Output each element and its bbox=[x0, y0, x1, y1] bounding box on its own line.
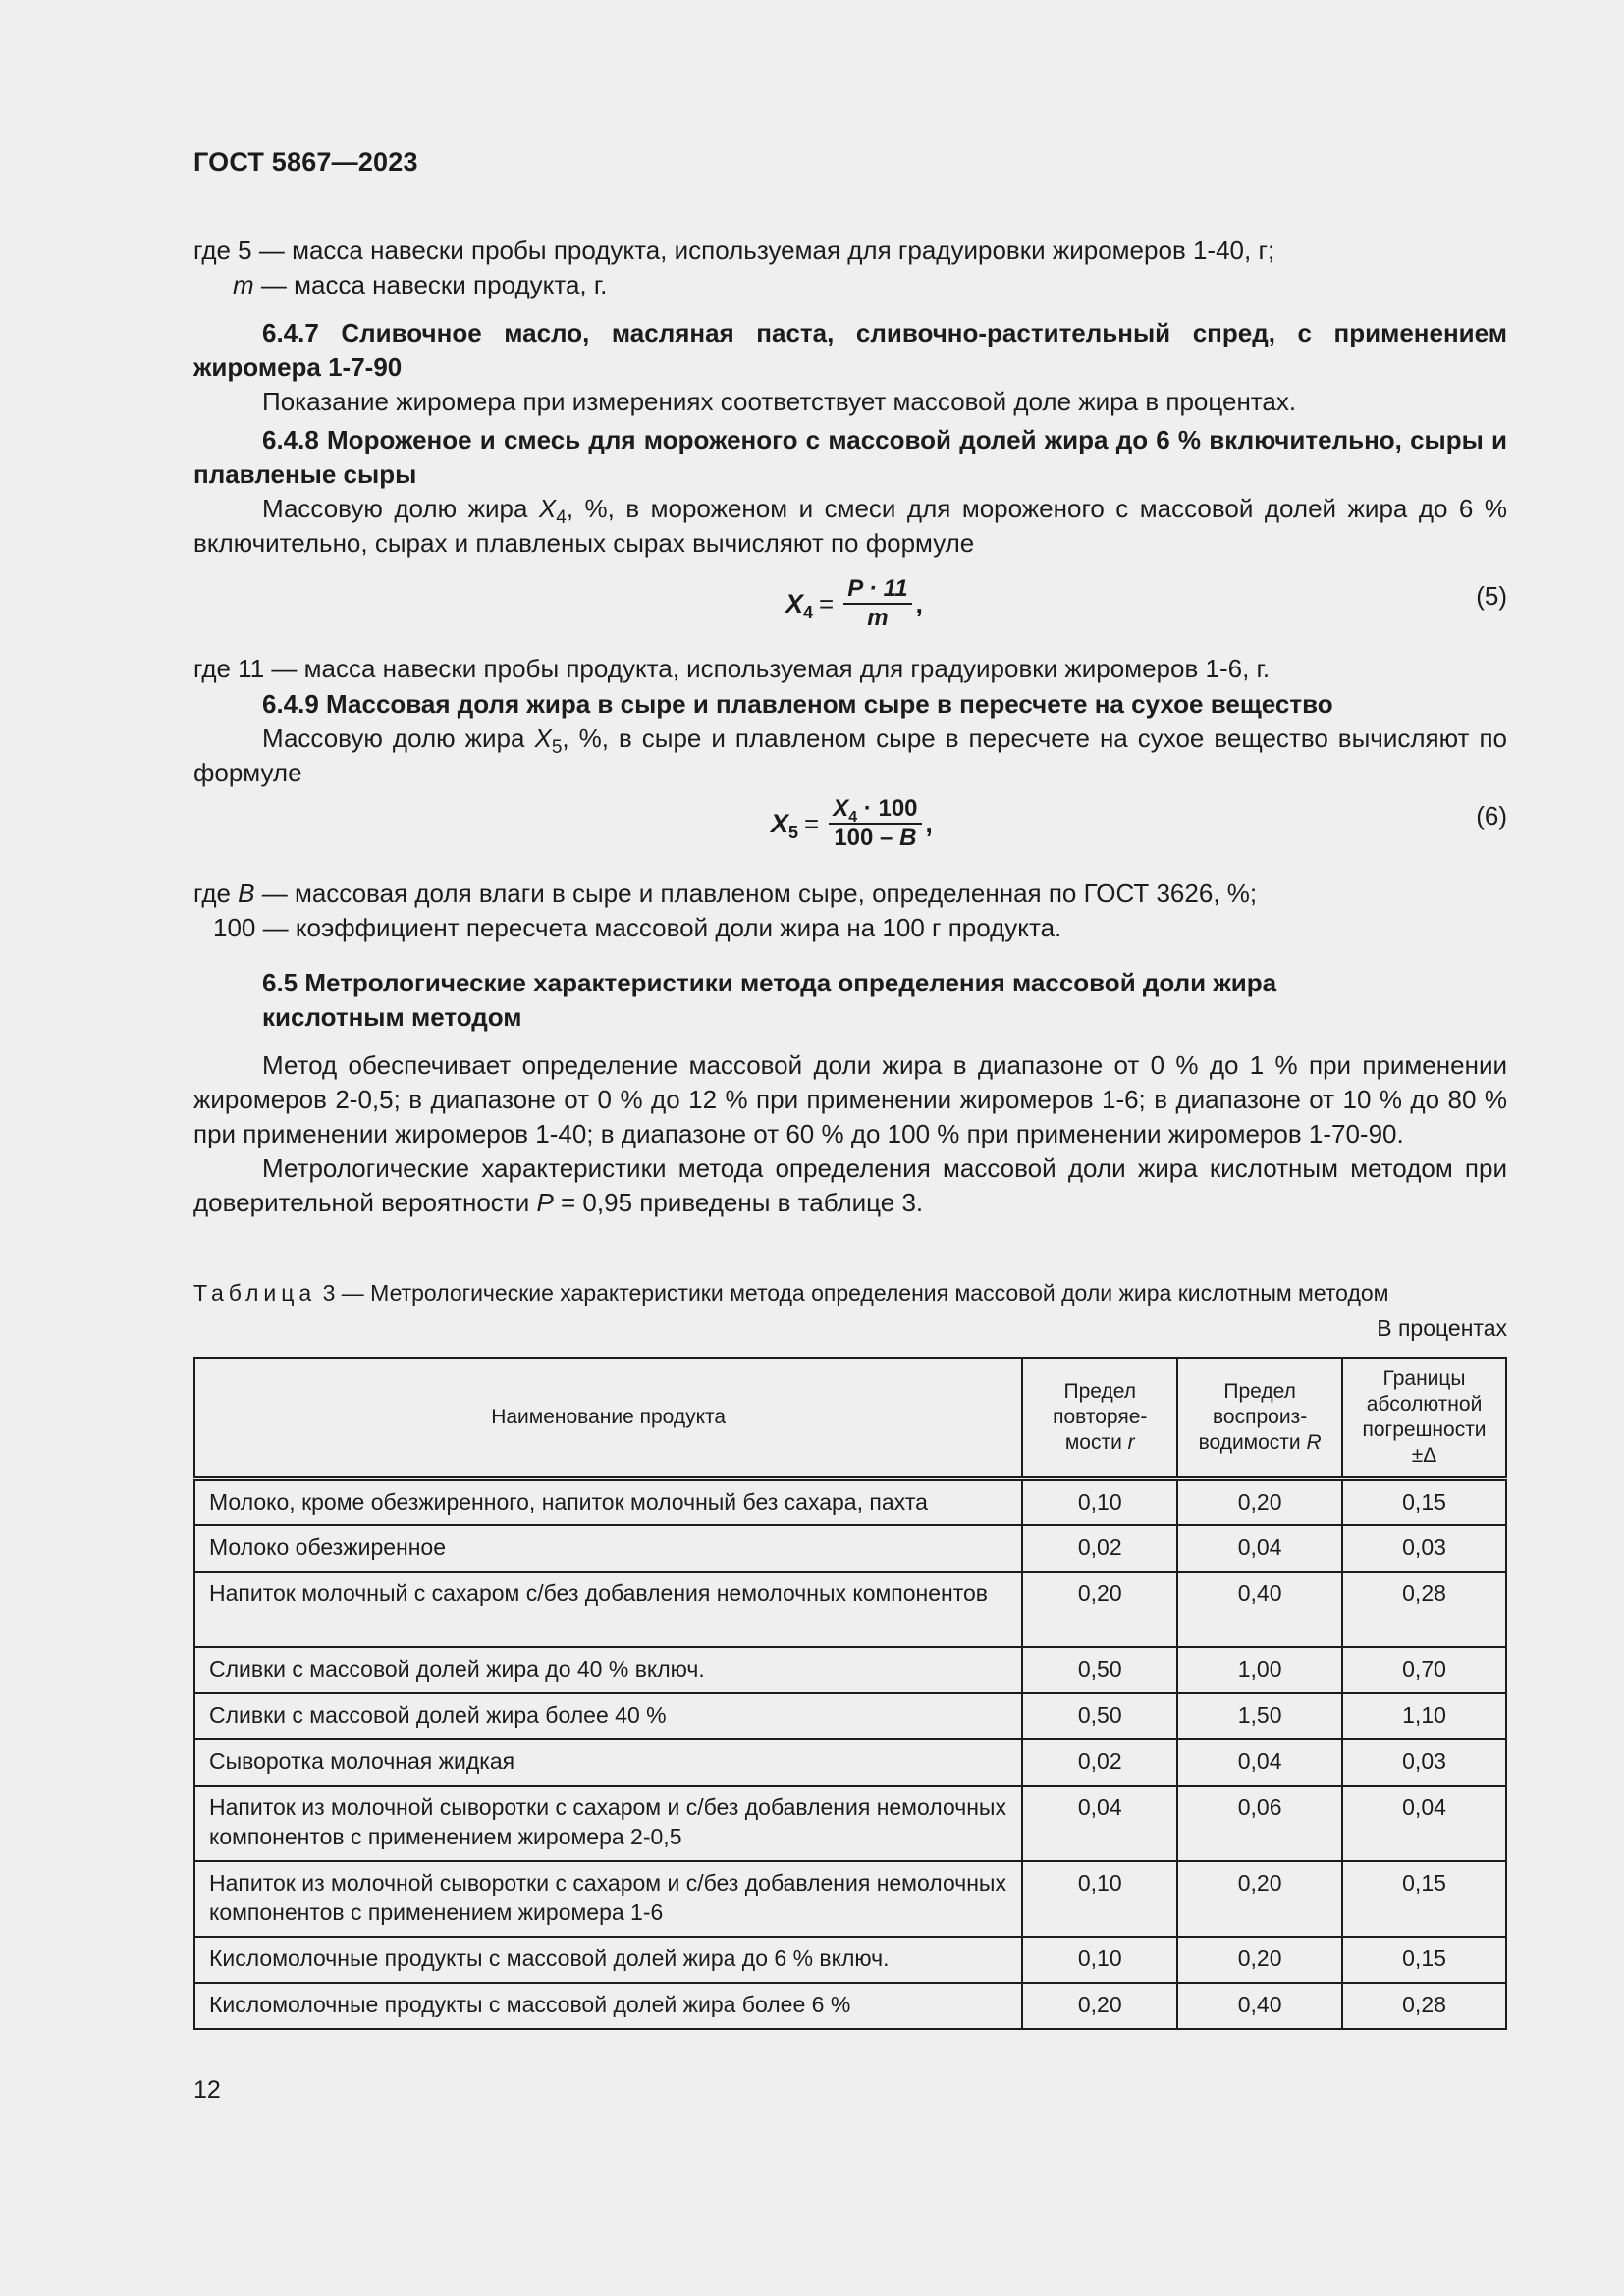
formula-body bbox=[771, 795, 933, 852]
paragraph: Метрологические характеристики метода определения массовой доли жира кислотным методом при доверительной вероятности P = 0,95 приведены в таблице 3. bbox=[193, 1153, 1507, 1217]
cell-reproducibility: 0,20 bbox=[1177, 1937, 1342, 1983]
formula-5 bbox=[193, 575, 1507, 644]
cell-error-bounds: 0,03 bbox=[1342, 1739, 1506, 1786]
cell-repeatability: 0,10 bbox=[1022, 1937, 1177, 1983]
section-title: 6.4.9 Массовая доля жира в сыре и плавленом сыре в пересчете на сухое вещество bbox=[262, 689, 1333, 719]
cell-repeatability: 0,10 bbox=[1022, 1861, 1177, 1937]
subscript: 5 bbox=[551, 737, 563, 758]
formula-body bbox=[785, 575, 923, 632]
where-line bbox=[193, 268, 1507, 302]
cell-reproducibility: 0,06 bbox=[1177, 1786, 1342, 1861]
cell-product-name: Кисломолочные продукты с массовой долей жира до 6 % включ. bbox=[194, 1937, 1022, 1983]
header-error-bounds: Границы абсолютной погрешности ±Δ bbox=[1342, 1358, 1506, 1479]
cell-reproducibility: 0,04 bbox=[1177, 1739, 1342, 1786]
cell-reproducibility: 0,40 bbox=[1177, 1572, 1342, 1647]
cell-product-name: Сливки с массовой долей жира до 40 % включ. bbox=[194, 1647, 1022, 1693]
formula-lhs: $X_4$ bbox=[785, 588, 814, 622]
cell-repeatability: 0,50 bbox=[1022, 1647, 1177, 1693]
cell-repeatability: 0,02 bbox=[1022, 1739, 1177, 1786]
table-caption bbox=[193, 1276, 1388, 1310]
fraction bbox=[829, 795, 921, 852]
table-row bbox=[194, 1983, 1506, 2029]
where-line: где 5 — масса навески пробы продукта, используемая для градуировки жиромеров 1-40, г; bbox=[193, 236, 1275, 265]
section-6-4-9 bbox=[193, 687, 1507, 790]
fraction bbox=[843, 575, 911, 632]
text: Массовую долю жира bbox=[262, 494, 539, 523]
table-row bbox=[194, 1693, 1506, 1739]
table-row bbox=[194, 1739, 1506, 1786]
cell-repeatability: 0,04 bbox=[1022, 1786, 1177, 1861]
denominator: 100 – B bbox=[834, 825, 917, 851]
where-line: где B — массовая доля влаги в сыре и плавленом сыре, определенная по ГОСТ 3626, %; bbox=[193, 879, 1258, 908]
variable: B bbox=[238, 879, 255, 908]
table-header-row bbox=[194, 1358, 1506, 1479]
cell-error-bounds: 0,28 bbox=[1342, 1983, 1506, 2029]
cell-error-bounds: 0,28 bbox=[1342, 1572, 1506, 1647]
equals-sign: = bbox=[804, 808, 820, 838]
formula-number: (5) bbox=[1476, 581, 1507, 611]
cell-product-name: Молоко обезжиренное bbox=[194, 1525, 1022, 1572]
cell-repeatability: 0,20 bbox=[1022, 1572, 1177, 1647]
paragraph bbox=[193, 721, 1507, 790]
text: , %, в мороженом и смеси для мороженого с массовой долей жира до 6 % включительно, сырах и плавленых сырах вычисляют по формуле bbox=[193, 494, 1507, 558]
variable: m bbox=[233, 270, 254, 299]
caption-text: 3 — Метрологические характеристики метода определения массовой доли жира кислотным методом bbox=[316, 1280, 1389, 1306]
section-6-5-body bbox=[193, 1048, 1507, 1220]
variable: X bbox=[538, 494, 557, 523]
text: — масса навески продукта, г. bbox=[253, 270, 608, 299]
table-row bbox=[194, 1572, 1506, 1647]
text: , %, в сыре и плавленом сыре в пересчете на сухое вещество вычисляют по формуле bbox=[193, 723, 1507, 787]
subscript: 4 bbox=[556, 507, 567, 528]
cell-product-name: Напиток из молочной сыворотки с сахаром и с/без добавления немолочных компонентов с применением жиромера 1-6 bbox=[194, 1861, 1022, 1937]
cell-repeatability: 0,02 bbox=[1022, 1525, 1177, 1572]
cell-reproducibility: 0,20 bbox=[1177, 1861, 1342, 1937]
cell-product-name: Сливки с массовой долей жира более 40 % bbox=[194, 1693, 1022, 1739]
comma: , bbox=[925, 808, 933, 838]
cell-reproducibility: 1,50 bbox=[1177, 1693, 1342, 1739]
table-row bbox=[194, 1786, 1506, 1861]
document-header: ГОСТ 5867—2023 bbox=[193, 147, 418, 177]
numerator: P · 11 bbox=[843, 575, 911, 605]
where-block-1 bbox=[193, 234, 1507, 302]
section-title: 6.4.7 Сливочное масло, масляная паста, сливочно-растительный спред, с применением жиромера 1-7-90 bbox=[193, 318, 1507, 382]
text: Массовую долю жира bbox=[262, 723, 535, 753]
header-reproducibility: Предел воспроизводимости R bbox=[1177, 1358, 1342, 1479]
cell-reproducibility: 0,40 bbox=[1177, 1983, 1342, 2029]
cell-product-name: Кисломолочные продукты с массовой долей жира более 6 % bbox=[194, 1983, 1022, 2029]
table-units: В процентах bbox=[1377, 1315, 1507, 1341]
section-title-line: 6.5 Метрологические характеристики метода определения массовой доли жира bbox=[262, 968, 1277, 997]
denominator: m bbox=[867, 605, 889, 631]
cell-error-bounds: 0,15 bbox=[1342, 1937, 1506, 1983]
page-number: 12 bbox=[193, 2076, 221, 2104]
formula-lhs: $X_5$ bbox=[771, 808, 799, 842]
cell-product-name: Сыворотка молочная жидкая bbox=[194, 1739, 1022, 1786]
caption-label: Таблица bbox=[193, 1280, 317, 1306]
cell-error-bounds: 0,70 bbox=[1342, 1647, 1506, 1693]
table-row bbox=[194, 1479, 1506, 1525]
formula-6 bbox=[193, 795, 1507, 864]
cell-product-name: Молоко, кроме обезжиренного, напиток молочный без сахара, пахта bbox=[194, 1479, 1022, 1525]
comma: , bbox=[915, 588, 923, 618]
cell-error-bounds: 1,10 bbox=[1342, 1693, 1506, 1739]
cell-repeatability: 0,20 bbox=[1022, 1983, 1177, 2029]
numerator: $X_4 \cdot 100$ bbox=[829, 795, 921, 825]
where-block-2 bbox=[193, 652, 1507, 686]
where-block-3 bbox=[193, 877, 1507, 945]
header-repeatability: Предел повторяемости r bbox=[1022, 1358, 1177, 1479]
section-6-5-title bbox=[193, 966, 1507, 1035]
paragraph: Показание жиромера при измерениях соответствует массовой доле жира в процентах. bbox=[262, 387, 1297, 416]
section-6-4-8 bbox=[193, 423, 1507, 561]
cell-error-bounds: 0,15 bbox=[1342, 1861, 1506, 1937]
cell-error-bounds: 0,04 bbox=[1342, 1786, 1506, 1861]
table-body bbox=[194, 1479, 1506, 2029]
table-row bbox=[194, 1525, 1506, 1572]
variable: P bbox=[536, 1188, 554, 1217]
formula-number: (6) bbox=[1476, 801, 1507, 830]
equals-sign: = bbox=[819, 588, 835, 618]
section-title: 6.4.8 Мороженое и смесь для мороженого с массовой долей жира до 6 % включительно, сыры и плавленые сыры bbox=[193, 425, 1507, 489]
section-title-line: кислотным методом bbox=[262, 1002, 522, 1032]
header-product-name: Наименование продукта bbox=[194, 1358, 1022, 1479]
cell-error-bounds: 0,03 bbox=[1342, 1525, 1506, 1572]
variable: X bbox=[534, 723, 552, 753]
table-3 bbox=[193, 1357, 1507, 2030]
cell-reproducibility: 1,00 bbox=[1177, 1647, 1342, 1693]
cell-product-name: Напиток из молочной сыворотки с сахаром и с/без добавления немолочных компонентов с применением жиромера 2-0,5 bbox=[194, 1786, 1022, 1861]
paragraph: Метод обеспечивает определение массовой доли жира в диапазоне от 0 % до 1 % при применении жиромеров 2-0,5; в диапазоне от 0 % до 12 % при применении жиромеров 1-6; в диапазоне от 10 % до 80 % при применении жиромеров 1-40; в диапазоне от 60 % до 100 % при применении жиромеров 1-70-90. bbox=[193, 1050, 1507, 1148]
table-row bbox=[194, 1647, 1506, 1693]
cell-reproducibility: 0,04 bbox=[1177, 1525, 1342, 1572]
cell-error-bounds: 0,15 bbox=[1342, 1479, 1506, 1525]
cell-repeatability: 0,10 bbox=[1022, 1479, 1177, 1525]
paragraph bbox=[193, 492, 1507, 561]
where-line: где 11 — масса навески пробы продукта, используемая для градуировки жиромеров 1-6, г. bbox=[193, 654, 1271, 683]
cell-product-name: Напиток молочный с сахаром с/без добавления немолочных компонентов bbox=[194, 1572, 1022, 1647]
section-6-4-7 bbox=[193, 316, 1507, 419]
table-row bbox=[194, 1937, 1506, 1983]
cell-reproducibility: 0,20 bbox=[1177, 1479, 1342, 1525]
document-page bbox=[193, 0, 1507, 2296]
cell-repeatability: 0,50 bbox=[1022, 1693, 1177, 1739]
where-line: 100 — коэффициент пересчета массовой доли жира на 100 г продукта. bbox=[213, 913, 1062, 942]
table-row bbox=[194, 1861, 1506, 1937]
